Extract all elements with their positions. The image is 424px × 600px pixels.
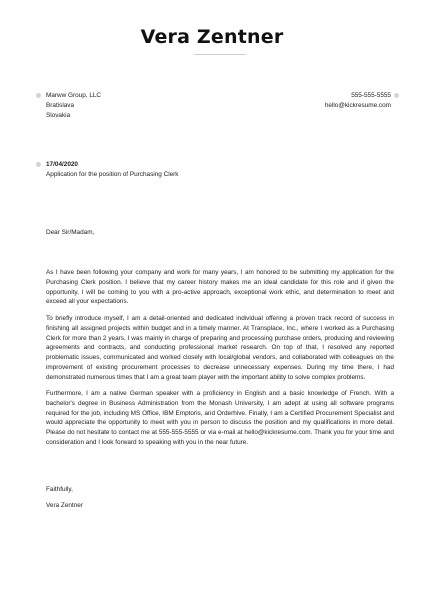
body-paragraph-2: To briefly introduce myself, I am a detail-oriented and dedicated individual offering a proven track record of success in finishing all assigned projects within budget and in a timely manner. At Transplace, Inc., where I worked as a Purchasing Clerk for more than 2 years, I was mainly in charge of preparing and processing purchase orders, producing and reviewing agreements and contracts, and conducting professional market research. On top of that, I resolved any reported problematic issues, communicated and worked closely with local/global vendors, and collaborated with colleagues on the improvement of existing procurement processes to decrease unnecessary expenses. During my time there, I had demonstrated numerous times that I am a great team player with the important ability to solve complex problems. xyxy=(46,315,394,381)
contact-email: hello@kickresume.com xyxy=(324,101,391,109)
date-bullet-icon xyxy=(36,162,41,167)
applicant-name: Vera Zentner xyxy=(140,26,284,48)
sender-city: Bratislava xyxy=(46,101,75,109)
sender-address xyxy=(46,91,101,120)
body-paragraph-3: Furthermore, I am a native German speaker with a proficiency in English and a basic knowledge of French. With a bachelor's degree in Business Administration from the Monash University, I am adept at using all software programs required for the job, including MS Office, IBM Emptoris, and Orderhive. Finally, I am a Certified Procurement Specialist and would appreciate the opportunity to meet with you in person to discuss the position and my qualifications in more detail. Please do not hesitate to contact me at 555-555-5555 or via e-mail at hello@kickresume.com. Thank you for your time and consideration and I look forward to speaking with you in the near future. xyxy=(46,390,394,446)
contact-phone: 555-555-5555 xyxy=(351,92,391,99)
contact-bullet-icon xyxy=(394,93,399,98)
body-paragraph-1: As I have been following your company and work for many years, I am honored to be submitting my application for the Purchasing Clerk position. I believe that my career history makes me an ideal candidate for this role and if given the opportunity, I will be coming to you with a pro-active approach, exceptional work ethic, and determination to meet and exceed all your expectations. xyxy=(46,269,394,306)
date-subject-block xyxy=(46,160,179,180)
salutation: Dear Sir/Madam, xyxy=(46,229,95,236)
sender-bullet-icon xyxy=(36,93,41,98)
letter-subject: Application for the position of Purchasing Clerk xyxy=(46,170,179,178)
sender-country: Slovakia xyxy=(46,111,71,119)
letter-date: 17/04/2020 xyxy=(46,161,78,168)
name-divider xyxy=(194,54,246,55)
signature-name: Vera Zentner xyxy=(46,502,83,509)
closing: Faithfully, xyxy=(46,486,73,493)
contact-info xyxy=(325,91,391,111)
sender-company: Marww Group, LLC xyxy=(46,92,102,99)
